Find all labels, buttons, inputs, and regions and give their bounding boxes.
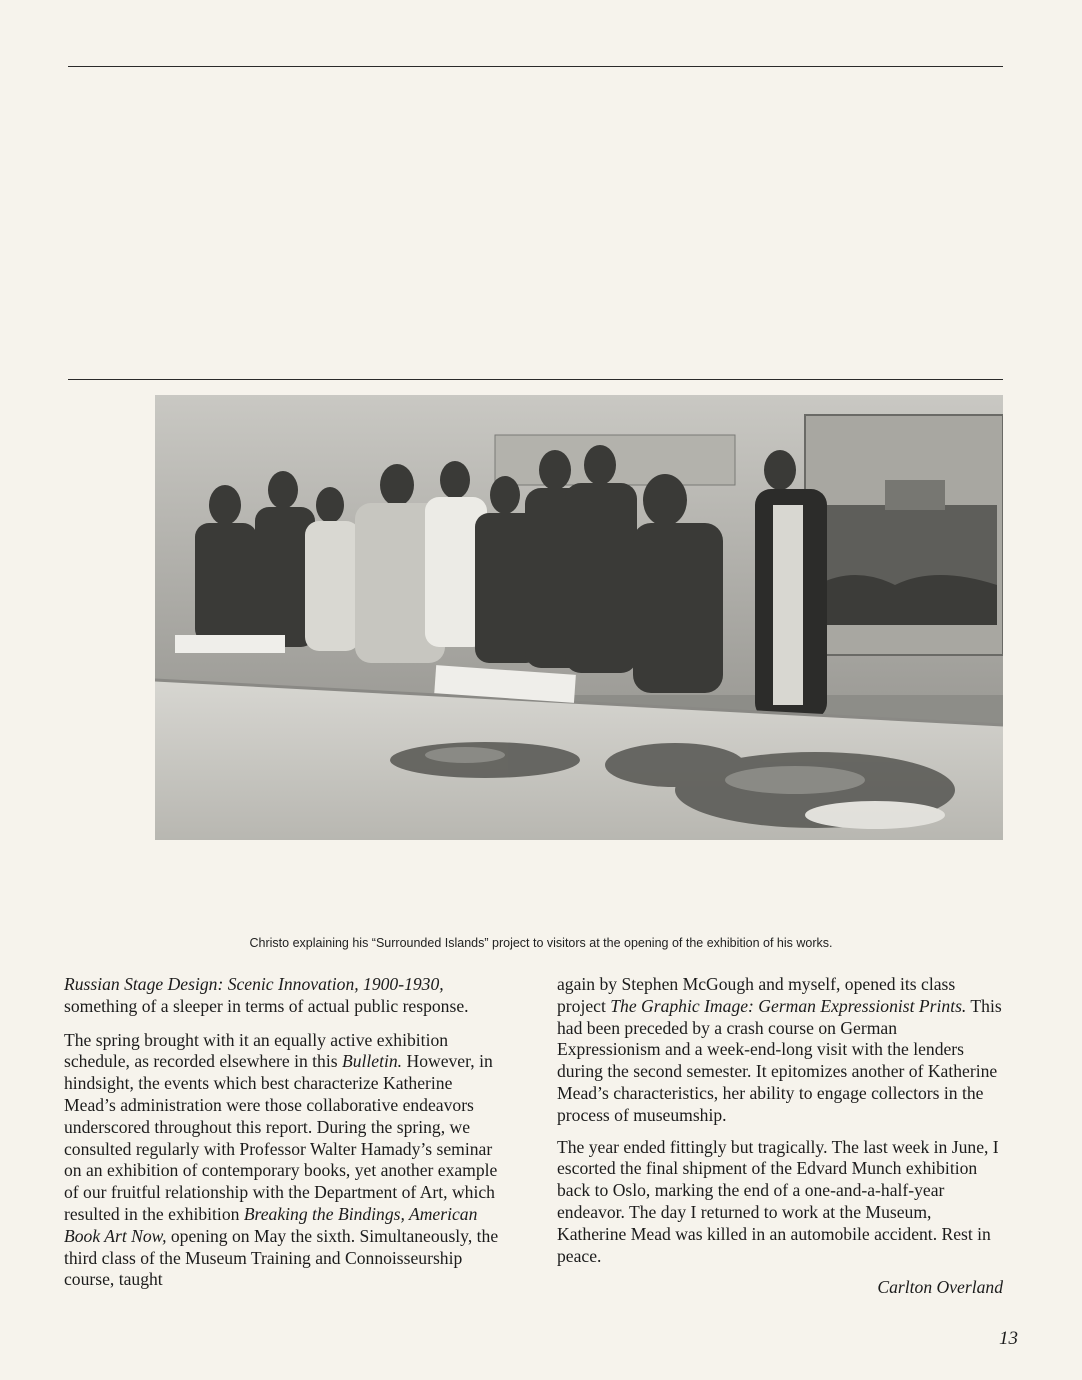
paragraph-text: However, in hindsight, the events which best characterize Katherine Mead’s administration were those collaborative endeavors underscored throughout this report. During the spring, we consulted regularly with Professor Walter Hamady’s seminar on an exhibition of contemporary books, yet another example of our fruitful relationship with the Department of Art, which resulted in the exhibition	[64, 1051, 498, 1224]
paragraph-text: opening on May the sixth. Simultaneously, the third class of the Museum Training and Connoisseurship course, taught	[64, 1225, 499, 1290]
top-rule	[68, 66, 1003, 67]
paragraph	[557, 974, 1003, 1127]
publication-title: Bulletin.	[341, 1051, 403, 1072]
paragraph-text: again by Stephen McGough and myself, opened its class project	[557, 974, 956, 1016]
exhibition-title: Breaking the Bindings, American Book Art Now,	[64, 1203, 478, 1246]
exhibition-title: Russian Stage Design: Scenic Innovation, 1900-1930,	[64, 974, 444, 994]
paragraph	[64, 1030, 504, 1292]
paragraph	[64, 974, 504, 1018]
paragraph	[557, 1137, 1003, 1268]
paragraph-text: something of a sleeper in terms of actual public response.	[64, 995, 469, 1016]
author-signature: Carlton Overland	[877, 1277, 1003, 1298]
exhibition-photo	[155, 395, 1003, 840]
article-column-right	[557, 974, 1003, 1311]
photo-top-rule	[68, 379, 1003, 380]
photo-caption: Christo explaining his “Surrounded Islands” project to visitors at the opening of the exhibition of his works.	[249, 936, 833, 950]
paragraph-text: The spring brought with it an equally active exhibition schedule, as recorded elsewhere in this	[64, 1029, 449, 1072]
paragraph-text: The year ended fittingly but tragically. The last week in June, I escorted the final shipment of the Edvard Munch exhibition back to Oslo, marking the end of a one-and-a-half-year endeavor. The day I returned to work at the Museum, Katherine Mead was killed in an automobile accident. Rest in peace.	[557, 1136, 999, 1266]
paragraph-text: This had been preceded by a crash course on German Expressionism and a week-end-long visit with the lenders during the second semester. It epitomizes another of Katherine Mead’s characteristics, her ability to engage collectors in the process of museumship.	[557, 995, 1002, 1125]
page-number: 13	[999, 1328, 1018, 1349]
article-column-left	[64, 974, 504, 1303]
exhibition-title: The Graphic Image: German Expressionist Prints.	[610, 995, 967, 1016]
photo-illustration	[155, 395, 1003, 840]
